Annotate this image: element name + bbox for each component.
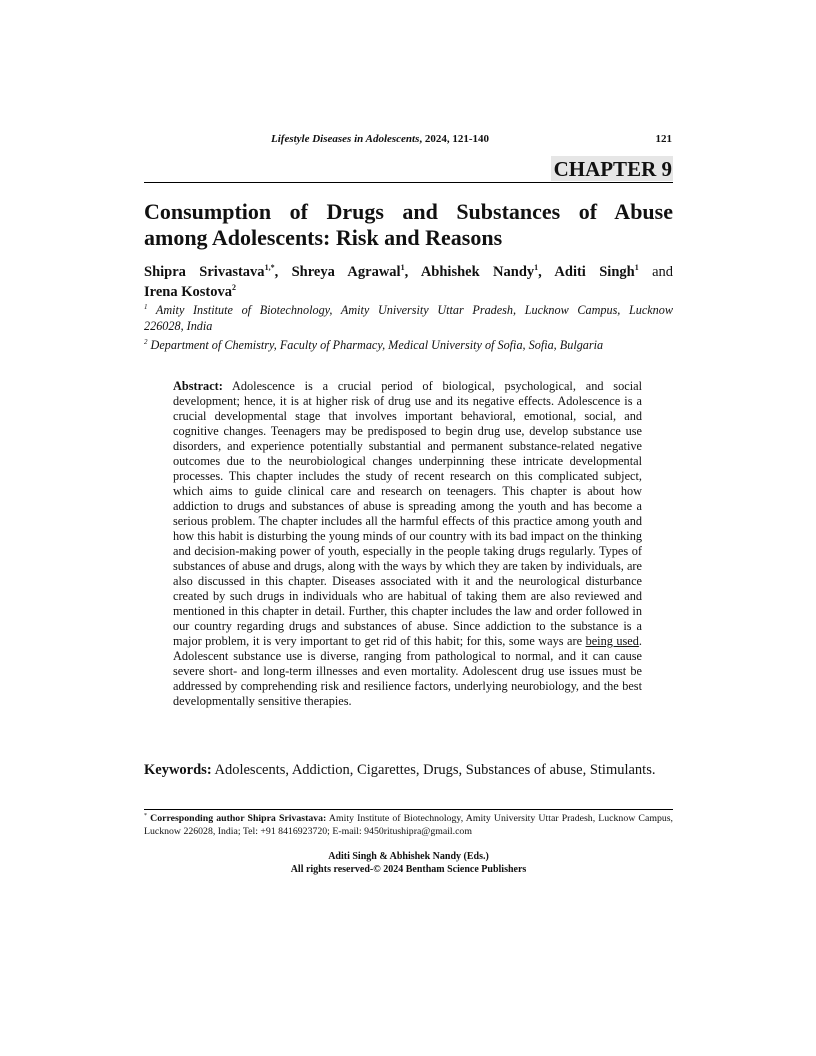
publisher-footer [144, 851, 673, 876]
abstract [173, 379, 642, 709]
footnote-mark: * [144, 813, 147, 819]
author-separator: , [538, 264, 555, 280]
affiliation-1 [144, 302, 673, 334]
title-line-2: among Adolescents: Risk and Reasons [144, 225, 503, 250]
footnote-text: Amity Institute of Biotechnology, Amity University Uttar Pradesh, Lucknow Campus, Lucknow 226028, India; Tel: +91 8416923720; E-mail: 9450ritushipra@gmail.com [144, 813, 673, 837]
author-affiliation-mark: 1 [634, 263, 639, 272]
journal-details: , 2024, 121-140 [419, 133, 490, 145]
author-separator: , [404, 264, 421, 280]
chapter-title [144, 199, 673, 251]
journal-title: Lifestyle Diseases in Adolescents [271, 133, 420, 145]
editors-line: Aditi Singh & Abhishek Nandy (Eds.) [328, 851, 489, 862]
affiliation-mark: 2 [144, 338, 148, 346]
author-affiliation-mark: 1 [400, 263, 405, 272]
author-line-2 [144, 284, 236, 300]
author-separator: , [274, 264, 292, 280]
abstract-label: Abstract: [173, 379, 223, 393]
abstract-text: Adolescence is a crucial period of biological, psychological, and social development; hence, it is at higher risk of drug use and its negative effects. Adolescence is a crucial developmental stage that involves important behavioral, emotional, social, and cognitive changes. Teenagers may be predisposed to begin drug use, develop substance use disorders, and experience potentially substantial and permanent substance-related negative outcomes due to the neurobiological changes underpinning these intricate developmental processes. This chapter includes the study of recent research on this complicated subject, which aims to guide clinical care and research on teenagers. This chapter is about how addiction to drugs and substances of abuse is spreading among the youth and has become a serious problem. The chapter includes all the harmful effects of this practice among youth and how this habit is disturbing the young minds of our country with its bad impact on the thinking and decision-making power of youth, especially in the people taking drugs regularly. Types of substances of abuse and drugs, along with the ways by which they are taken by individuals, are also discussed in this chapter. Diseases associated with it and the neurological disturbance created by such drugs in individuals who are habitual of taking them are also reviewed and mentioned in this chapter in detail. Further, this chapter includes the law and order followed in our country regarding drugs and substances of abuse. Since addiction to the substance is a major problem, it is very important to get rid of this habit; for this, some ways are [173, 379, 642, 648]
chapter-divider [144, 182, 673, 183]
chapter-label: CHAPTER 9 [551, 156, 673, 181]
author-list [144, 262, 673, 302]
keywords-text: Adolescents, Addiction, Cigarettes, Drugs, Substances of abuse, Stimulants. [211, 762, 656, 778]
footnote-label: Corresponding author Shipra Srivastava: [150, 813, 327, 824]
abstract-text-end: . Adolescent substance use is diverse, ranging from pathological to normal, and it can cause severe short- and long-term illnesses and even mortality. Adolescent drug use issues must be addressed by comprehending risk and resilience factors, underlying neurobiology, and the best developmentally sensitive therapies. [173, 634, 642, 708]
author-conjunction: and [638, 264, 674, 280]
author-line-1 [144, 262, 673, 282]
author-affiliation-mark: 1 [534, 263, 539, 272]
abstract-underlined-text: being used [585, 634, 639, 648]
affiliation-text: Amity Institute of Biotechnology, Amity University Uttar Pradesh, Lucknow Campus, Lucknow [155, 303, 673, 317]
keywords [144, 761, 673, 780]
author-name: Shipra Srivastava [144, 264, 265, 280]
footnote-divider [144, 809, 673, 810]
affiliation-2 [144, 337, 673, 353]
affiliation-1-line-1 [144, 302, 673, 318]
author-name: Irena Kostova [144, 284, 232, 300]
affiliation-1-line-2: 226028, India [144, 319, 213, 333]
author-name: Abhishek Nandy [420, 264, 535, 280]
copyright-line: All rights reserved-© 2024 Bentham Science Publishers [290, 863, 527, 875]
author-affiliation-mark: 1,* [264, 263, 275, 272]
author-name: Aditi Singh [554, 264, 635, 280]
affiliation-text: Department of Chemistry, Faculty of Pharmacy, Medical University of Sofia, Sofia, Bulgaria [150, 338, 604, 352]
keywords-label: Keywords: [144, 762, 212, 778]
affiliation-mark: 1 [144, 303, 148, 311]
journal-citation [271, 133, 489, 145]
author-name: Shreya Agrawal [291, 264, 401, 280]
corresponding-author-footnote [144, 812, 673, 838]
author-affiliation-mark: 2 [231, 283, 236, 292]
title-line-1: Consumption of Drugs and Substances of Abuse [144, 199, 673, 224]
page-number: 121 [655, 133, 672, 145]
